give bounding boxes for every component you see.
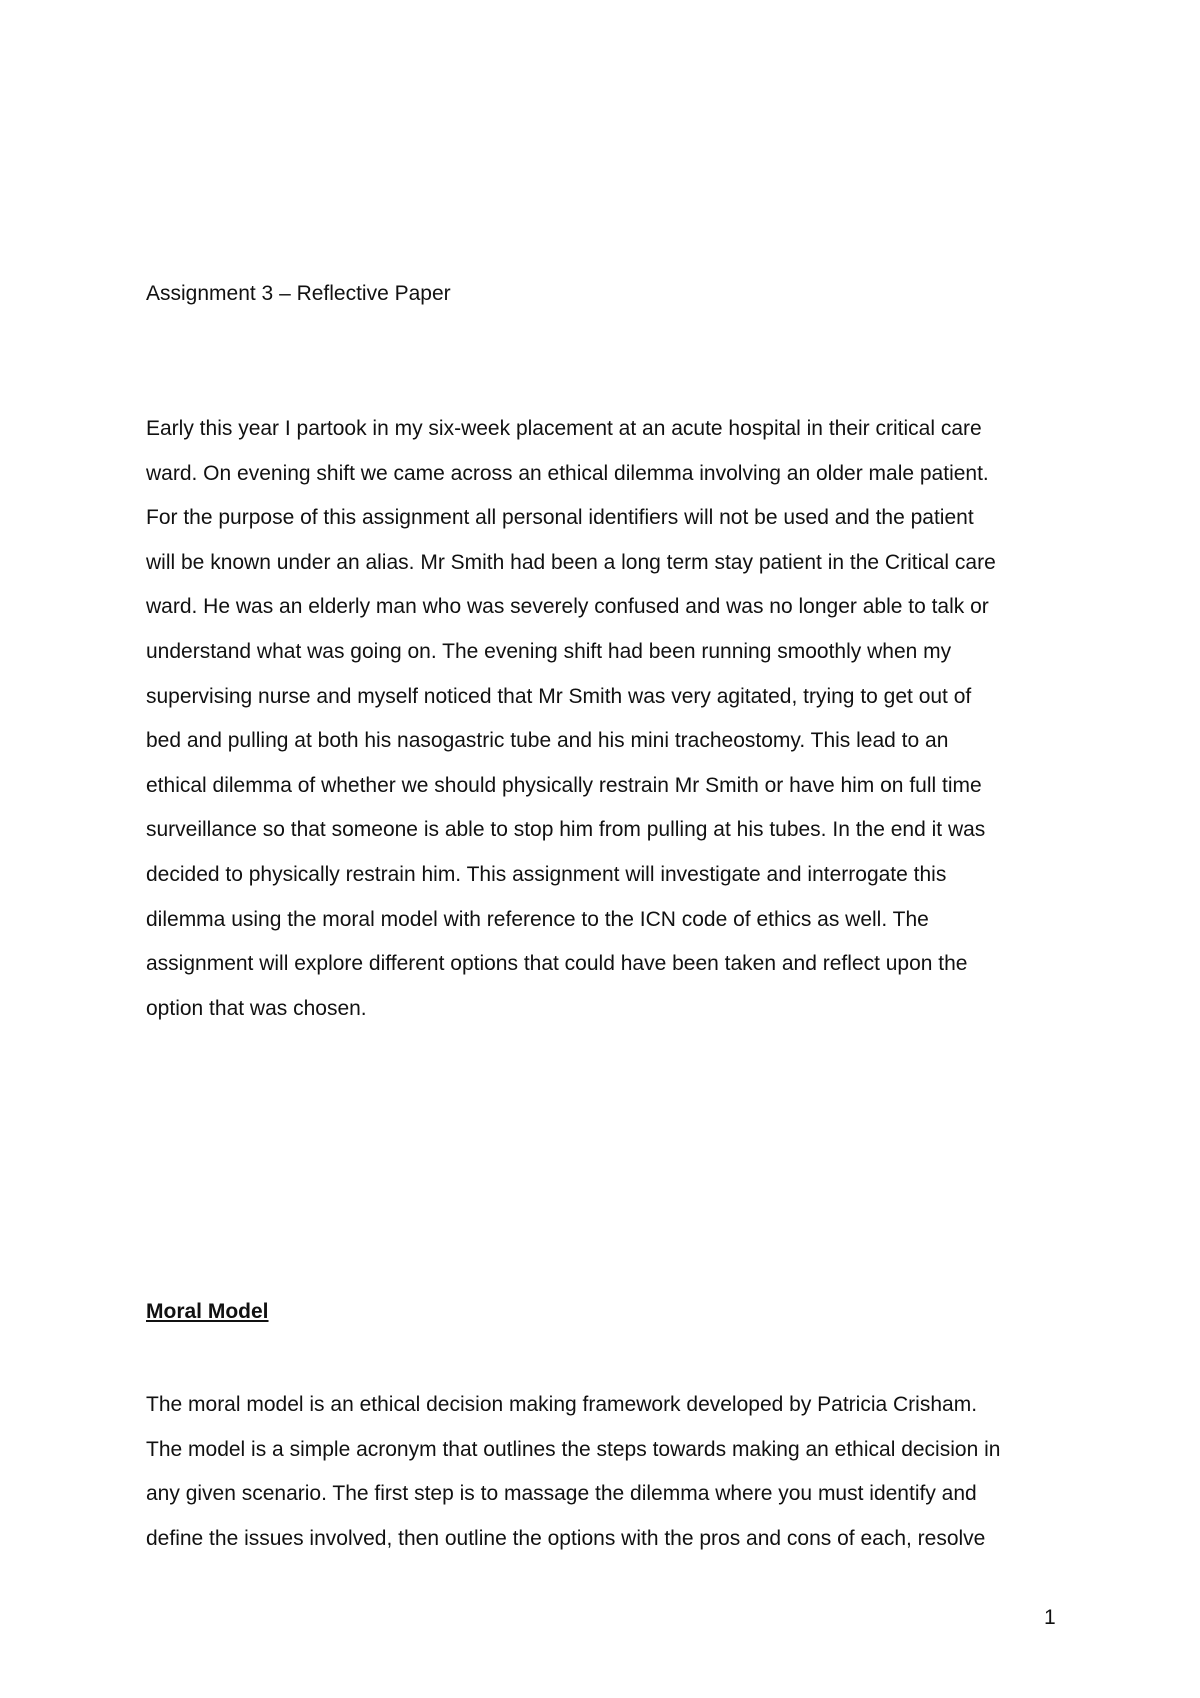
paragraph-line: understand what was going on. The evening shift had been running smoothly when my <box>146 639 952 663</box>
paragraph-line: will be known under an alias. Mr Smith had been a long term stay patient in the Critical care <box>146 550 996 574</box>
paragraph-line: surveillance so that someone is able to stop him from pulling at his tubes. In the end it was <box>146 818 986 842</box>
paragraph-line: dilemma using the moral model with reference to the ICN code of ethics as well. The <box>146 907 929 931</box>
section-heading: Moral Model <box>146 1300 269 1323</box>
paragraph-line: decided to physically restrain him. This assignment will investigate and interrogate this <box>146 862 947 886</box>
paragraph-line: The model is a simple acronym that outlines the steps towards making an ethical decision in <box>146 1437 1001 1461</box>
paragraph-line: ward. He was an elderly man who was severely confused and was no longer able to talk or <box>146 595 989 619</box>
paragraph-line: any given scenario. The first step is to massage the dilemma where you must identify and <box>146 1482 977 1506</box>
document-title: Assignment 3 – Reflective Paper <box>146 282 451 305</box>
paragraph-line: Early this year I partook in my six-week placement at an acute hospital in their critical care <box>146 417 982 440</box>
page-number: 1 <box>1044 1606 1056 1629</box>
intro-paragraph <box>146 407 996 1031</box>
paragraph-line: assignment will explore different options that could have been taken and reflect upon the <box>146 952 968 976</box>
paragraph-line: define the issues involved, then outline the options with the pros and cons of each, resolve <box>146 1526 986 1550</box>
paragraph-line: supervising nurse and myself noticed that Mr Smith was very agitated, trying to get out of <box>146 684 972 708</box>
paragraph-line: ward. On evening shift we came across an ethical dilemma involving an older male patient. <box>146 461 989 485</box>
paragraph-line: option that was chosen. <box>146 996 367 1020</box>
moral-model-paragraph <box>146 1383 1000 1561</box>
paragraph-line: bed and pulling at both his nasogastric tube and his mini tracheostomy. This lead to an <box>146 729 949 753</box>
paragraph-line: For the purpose of this assignment all personal identifiers will not be used and the patient <box>146 506 974 530</box>
paragraph-line: ethical dilemma of whether we should physically restrain Mr Smith or have him on full time <box>146 773 982 797</box>
paragraph-line: The moral model is an ethical decision making framework developed by Patricia Crisham. <box>146 1393 978 1416</box>
